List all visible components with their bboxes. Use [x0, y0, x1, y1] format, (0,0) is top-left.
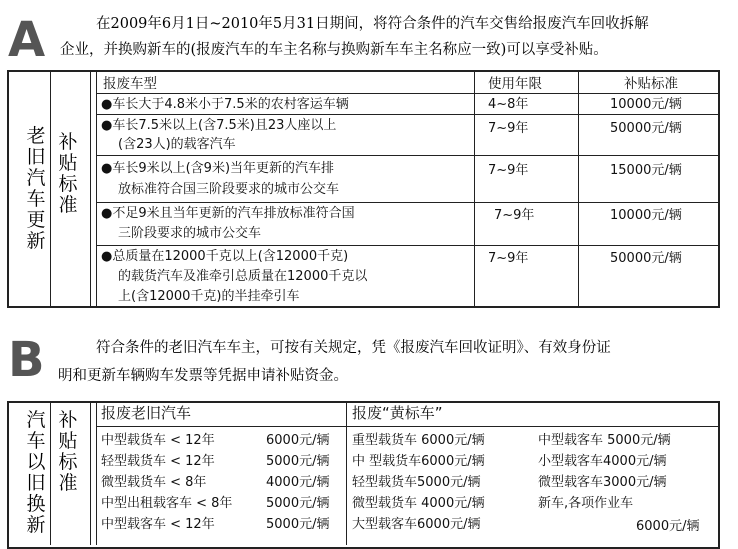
yellow-car-right: 中型载客车 5000元/辆: [538, 433, 671, 448]
row4-amount: 10000元/辆: [610, 208, 682, 223]
row2-desc-line2: (含23人)的载客汽车: [118, 137, 236, 152]
section-a-intro-line2: 企业，并换购新车的(报废汽车的车主名称与换购新车车主名称应一致)可以享受补贴。: [60, 42, 608, 58]
section-b-intro-line2: 明和更新车辆购车发票等凭据申请补贴资金。: [58, 368, 348, 384]
old-car-name: 微型载货车 < 8年: [101, 475, 207, 490]
yellow-car-left: 中 型载货车6000元/辆: [352, 454, 485, 469]
yellow-car-right: 微型载客车3000元/辆: [538, 475, 667, 490]
row4-years: 7~9年: [494, 208, 535, 223]
section-a-letter: A: [8, 12, 46, 68]
old-car-amount: 5000元/辆: [266, 517, 330, 532]
section-b-side-label-left: 汽 车 以 旧 换 新: [26, 409, 46, 536]
yellow-car-right: 小型载客车4000元/辆: [538, 454, 667, 469]
row5-desc-line2: 的载货汽车及准牵引总质量在12000千克以: [118, 269, 368, 284]
section-a-side-label-right: 补 贴 标 准: [58, 131, 78, 216]
row5-desc-line3: 上(含12000千克)的半挂牵引车: [118, 289, 300, 304]
yellow-car-left: 重型载货车 6000元/辆: [352, 433, 485, 448]
row3-desc-line1: ●车长9米以上(含9米)当年更新的汽车排: [101, 161, 335, 176]
row3-years: 7~9年: [488, 163, 529, 178]
row1-years: 4~8年: [488, 97, 529, 112]
section-a-intro-line1: 在2009年6月1日~2010年5月31日期间，将符合条件的汽车交售给报废汽车回收拆解: [96, 16, 649, 32]
old-car-name: 中型出租载客车 < 8年: [101, 496, 233, 511]
header-years: 使用年限: [488, 76, 542, 92]
row2-years: 7~9年: [488, 121, 529, 136]
yellow-car-left: 大型载客车6000元/辆: [352, 517, 481, 532]
section-a-side-label-left: 老 旧 汽 车 更 新: [26, 125, 46, 252]
row1-desc: ●车长大于4.8米小于7.5米的农村客运车辆: [101, 97, 349, 112]
row2-amount: 50000元/辆: [610, 121, 682, 136]
header-standard: 补贴标准: [624, 76, 678, 92]
row5-years: 7~9年: [488, 251, 529, 266]
section-b-intro-line1: 符合条件的老旧汽车车主，可按有关规定，凭《报废汽车回收证明》、有效身份证: [96, 340, 611, 356]
yellow-last-amount: 6000元/辆: [636, 519, 700, 534]
row4-desc-line1: ●不足9米且当年更新的汽车排放标准符合国: [101, 206, 355, 221]
old-car-name: 中型载货车 < 12年: [101, 433, 215, 448]
yellow-car-left: 微型载货车 4000元/辆: [352, 496, 485, 511]
row5-amount: 50000元/辆: [610, 251, 682, 266]
old-car-amount: 6000元/辆: [266, 433, 330, 448]
row5-desc-line1: ●总质量在12000千克以上(含12000千克): [101, 249, 349, 264]
row2-desc-line1: ●车长7.5米以上(含7.5米)且23人座以上: [101, 118, 337, 133]
old-car-amount: 5000元/辆: [266, 496, 330, 511]
old-car-amount: 4000元/辆: [266, 475, 330, 490]
old-car-name: 中型载客车 < 12年: [101, 517, 215, 532]
old-car-amount: 5000元/辆: [266, 454, 330, 469]
yellow-car-left: 轻型载货车5000元/辆: [352, 475, 481, 490]
old-car-name: 轻型载货车 < 12年: [101, 454, 215, 469]
section-b-letter: B: [8, 332, 45, 388]
header-yellow-label: 报废“黄标车”: [352, 404, 443, 422]
header-old-cars: 报废老旧汽车: [101, 404, 192, 422]
yellow-car-right: 新车,各项作业车: [538, 496, 634, 511]
row4-desc-line2: 三阶段要求的城市公交车: [118, 226, 262, 241]
row3-desc-line2: 放标准符合国三阶段要求的城市公交车: [118, 182, 340, 197]
header-vehicle-type: 报废车型: [103, 76, 157, 92]
row3-amount: 15000元/辆: [610, 163, 682, 178]
section-b-side-label-right: 补 贴 标 准: [58, 409, 78, 494]
row1-amount: 10000元/辆: [610, 97, 682, 112]
